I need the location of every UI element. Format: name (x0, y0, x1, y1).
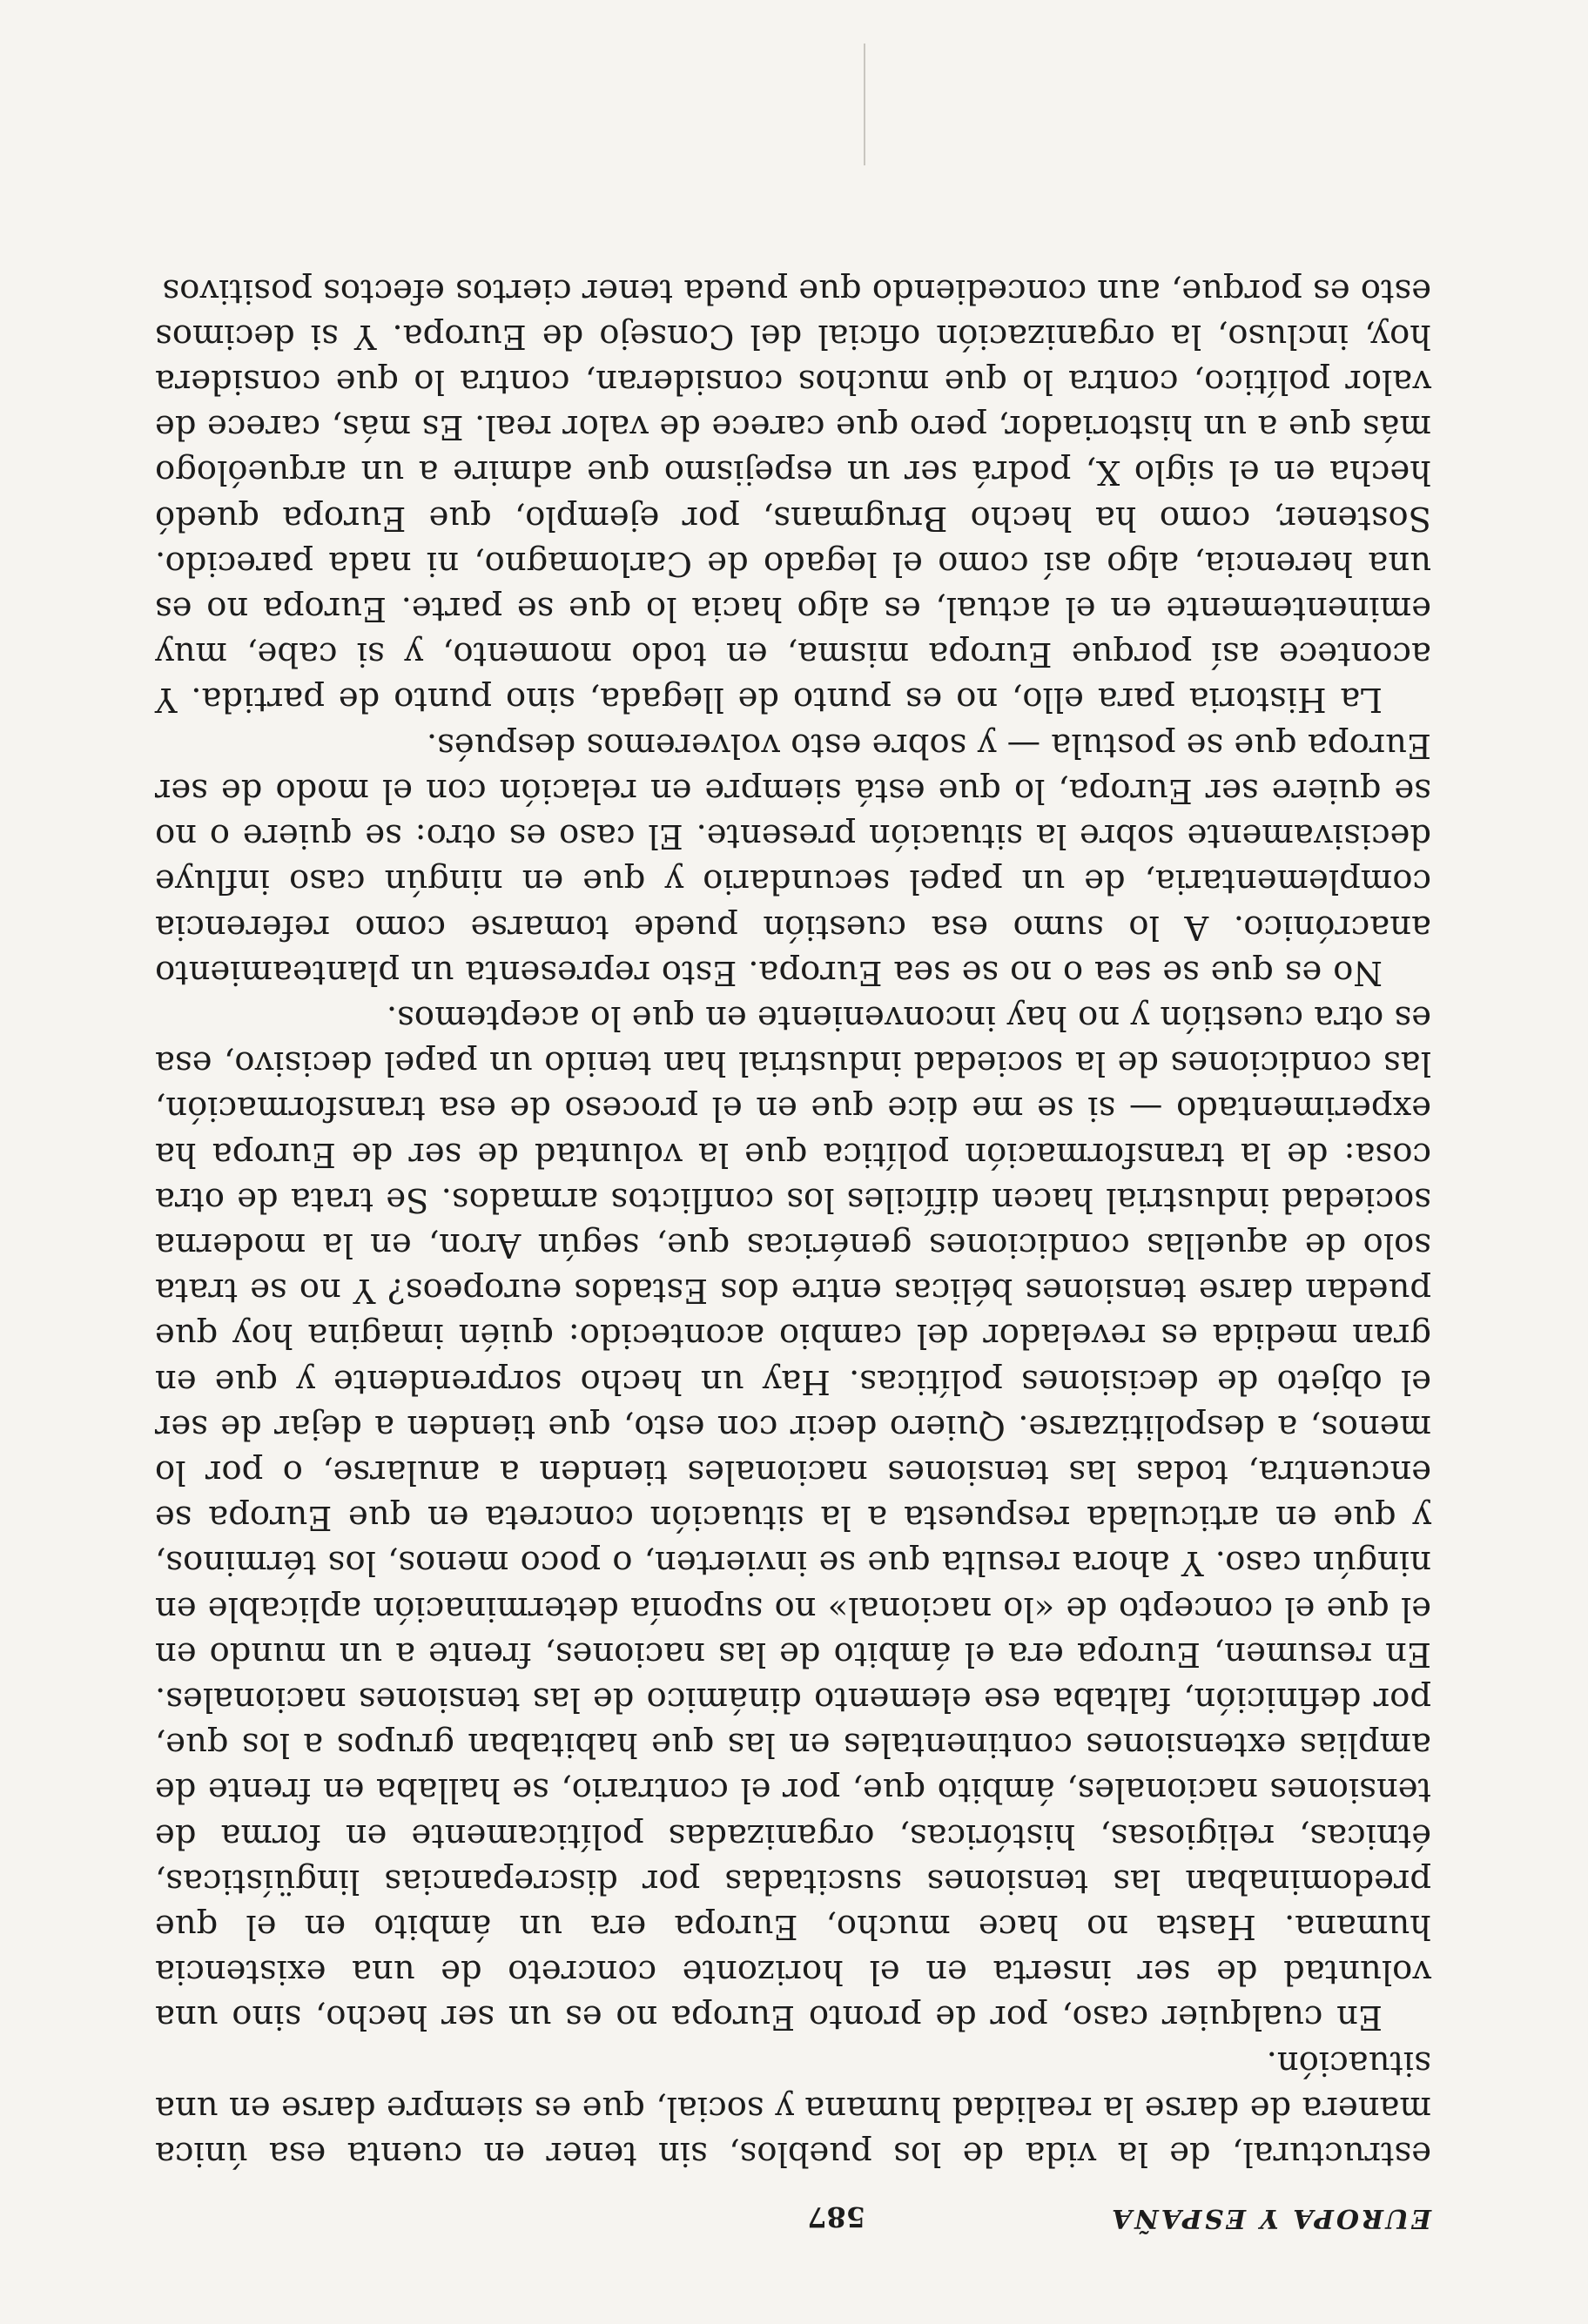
paragraph-1: estructural, de la vida de los pueblos, sin tener en cuenta esa única manera de darse la realidad humana y social, que es siempre darse en una situación. (155, 2043, 1431, 2173)
paragraph-2: En cualquier caso, por de pronto Europa no es un ser hecho, sino una voluntad de ser inserta en el horizonte concreto de una existencia humana. Hasta no hace mucho, Europa era un ámbito en el que predominaban las tensiones suscitadas por discrepancias lingüísticas, étnicas, religiosas, históricas, organizadas políticamente en forma de tensiones nacionales, ámbito que, por el contrario, se hallaba en frente de amplias extensiones continentales en las que habitaban grupos a los que, por definición, faltaba ese elemento dinámico de las tensiones nacionales. En resumen, Europa era el ámbito de las naciones, frente a un mundo en el que el concepto de «lo nacional» no suponía determinación aplicable en ningún caso. Y ahora resulta que se invierten, o poco menos, los términos, y que en articulada respuesta a la situación concreta en que Europa se encuentra, todas las tensiones nacionales tienden a anularse, o por lo menos, a despolitizarse. Quiero decir con esto, que tienden a dejar de ser el objeto de decisiones políticas. Hay un hecho sorprendente y que en gran medida es revelador del cambio acontecido: quién imagina hoy que puedan darse tensiones bélicas entre dos Estados europeos? Y no se trata solo de aquellas condiciones genéricas que, según Aron, en la moderna sociedad industrial hacen difíciles los conflictos armados. Se trata de otra cosa: de la transformación política que la voluntad de ser de Europa ha experimentado — si se me dice que en el proceso de esa transformación, las condiciones de la sociedad industrial han tenido un papel decisivo, esa es otra cuestión y no hay inconveniente en que lo aceptemos. (155, 997, 1431, 2038)
paragraph-3: No es que se sea o no se sea Europa. Esto representa un planteamiento anacrónico. A lo sumo esa cuestión puede tomarse como referencia complementaria, de un papel secundario y que en ningún caso influye decisivamente sobre la situación presente. El caso es otro: se quiere o no se quiere ser Europa, lo que está siempre en relación con el modo de ser Europa que se postula — y sobre esto volveremos después. (155, 725, 1431, 992)
gutter-shadow (864, 44, 865, 165)
page-header (155, 2190, 1431, 2233)
paragraph-4: La Historia para ello, no es punto de llegada, sino punto de partida. Y acontece así porque Europa misma, en todo momento, y si cabe, muy eminentemente en el actual, es algo hacia lo que se parte. Europa no es una herencia, algo así como el legado de Carlomagno, ni nada parecido. Sostener, como ha hecho Brugmans, por ejemplo, que Europa quedó hecha en el siglo X, podrá ser un espejismo que admire a un arqueólogo más que a un historiador, pero que carece de valor real. Es más, carece de valor político, contra lo que muchos consideran, contra lo que considera hoy, incluso, la organización oficial del Consejo de Europa. Y si decimos esto es porque, aun concediendo que pueda tener ciertos efectos positivos (155, 271, 1431, 720)
running-title: EUROPA Y ESPAÑA (1109, 2203, 1431, 2233)
page-number: 587 (807, 2200, 865, 2233)
body-text (155, 267, 1431, 2176)
